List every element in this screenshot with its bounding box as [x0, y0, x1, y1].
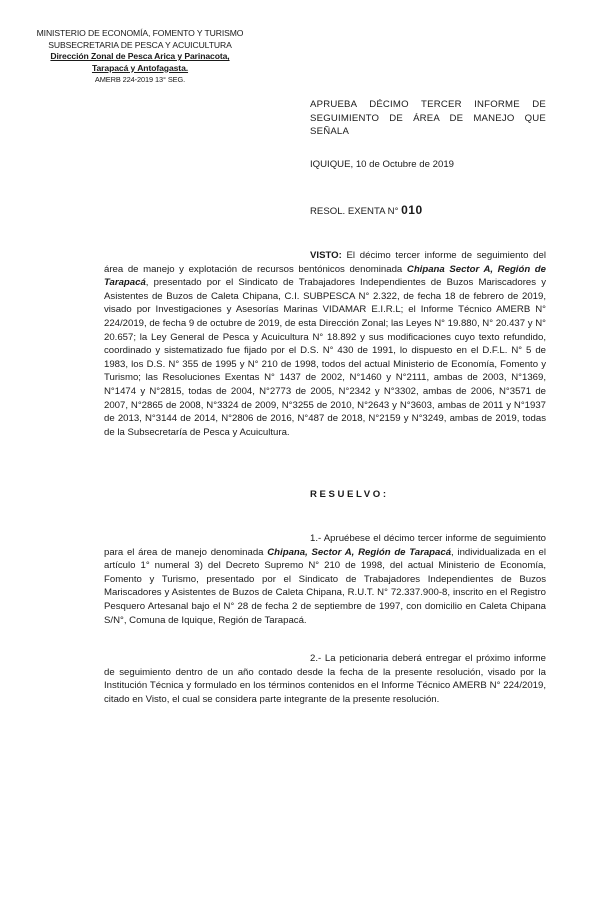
item-2-number: 2.- — [310, 653, 322, 664]
title-line-2: SEGUIMIENTO DE ÁREA DE MANEJO QUE SEÑALA — [310, 112, 546, 138]
item-1-number: 1.- — [310, 533, 322, 544]
title-line-1: APRUEBA DÉCIMO TERCER INFORME DE — [310, 99, 546, 110]
resolution-number — [310, 204, 423, 219]
item-1-text-2: , individualizada en el artículo 1° numeral 3) del Decreto Supremo N° 210 de 1998, del actual Ministerio de Economía, Fomento y Turismo, presentado por el Sindicato de Trabajadores Independientes de Buzos Mariscadores y Asistentes de Buzos de Caleta Chipana, R.U.T. N° 72.337.900-8, inscrito en el Registro Pesquero Artesanal bajo el N° 28 de fecha 2 de septiembre de 1997, con domicilio en Caleta Chipana S/N°, Comuna de Iquique, Región de Tarapacá. — [104, 546, 546, 626]
resolution-label: RESOL. EXENTA N° — [310, 206, 399, 217]
resolution-value: 010 — [401, 203, 423, 217]
document-title — [310, 98, 546, 139]
file-reference: AMERB 224-2019 13° SEG. — [94, 75, 186, 85]
resolution-item-1 — [104, 532, 546, 627]
visto-paragraph — [104, 249, 546, 439]
item-1-area-name: Chipana, Sector A, Región de Tarapacá — [267, 546, 452, 558]
resolution-item-2 — [104, 652, 546, 706]
item-1-text-1: Apruébese el décimo tercer informe de seguimiento para el área de manejo denominada — [104, 533, 546, 558]
item-2-text: La peticionaria deberá entregar el próximo informe de seguimiento dentro de un año contado desde la fecha de la presente resolución, visado por la Institución Técnica y formulado en los términos contenidos en el Informe Técnico AMERB N° 224/2019, citado en Visto, el cual se considera parte integrante de la presente resolución. — [104, 653, 546, 705]
visto-area-name: Chipana Sector A, Región de Tarapacá — [104, 263, 546, 289]
resuelvo-heading: RESUELVO: — [310, 489, 389, 500]
subsecretary-name: SUBSECRETARIA DE PESCA Y ACUICULTURA — [48, 39, 232, 50]
visto-text-1: El décimo tercer informe de seguimiento del área de manejo y explotación de recursos bentónicos denominada — [104, 250, 546, 275]
zonal-region: Tarapacá y Antofagasta. — [91, 62, 189, 73]
visto-label: VISTO: — [310, 250, 342, 261]
place-date: IQUIQUE, 10 de Octubre de 2019 — [310, 159, 454, 170]
ministry-name: MINISTERIO DE ECONOMÍA, FOMENTO Y TURISMO — [36, 28, 244, 38]
letterhead — [30, 28, 250, 86]
zonal-direction: Dirección Zonal de Pesca Arica y Parinacota, — [50, 51, 230, 62]
visto-text-2: , presentado por el Sindicato de Trabajadores Independientes de Buzos Mariscadores y Asistentes de Buzos de Caleta Chipana, C.I. SUBPESCA N° 2.322, de fecha 18 de febrero de 2019, visado por Investigaciones y Asesorías Marinas VIDAMAR E.I.R.L; el Informe Técnico AMERB N° 224/2019, de fecha 9 de octubre de 2019, de esta Dirección Zonal; las Leyes N° 19.880, N° 20.437 y N° 20.657; la Ley General de Pesca y Acuicultura N° 18.892 y sus modificaciones cuyo texto refundido, coordinado y sistematizado fue fijado por el D.S. N° 430 de 1991, lo dispuesto en el D.F.L. N° 5 de 1983, los D.S. N° 355 de 1995 y N° 210 de 1998, todos del actual Ministerio de Economía, Fomento y Turismo; las Resoluciones Exentas N° 1437 de 2002, N°1460 y N°2111, ambas de 2003, N°1369, N°1474 y N°2815, todas de 2004, N°2773 de 2005, N°2342 y N°3302, ambas de 2006, N°3571 de 2007, N°2865 de 2008, N°3324 de 2009, N°3255 de 2010, N°2643 y N°3603, ambas de 2011 y N°1937 de 2013, N°3144 de 2014, N°2806 de 2016, N°487 de 2018, N°2159 y N°3249, ambas de 2019, todas de la Subsecretaría de Pesca y Acuicultura. — [104, 277, 546, 438]
